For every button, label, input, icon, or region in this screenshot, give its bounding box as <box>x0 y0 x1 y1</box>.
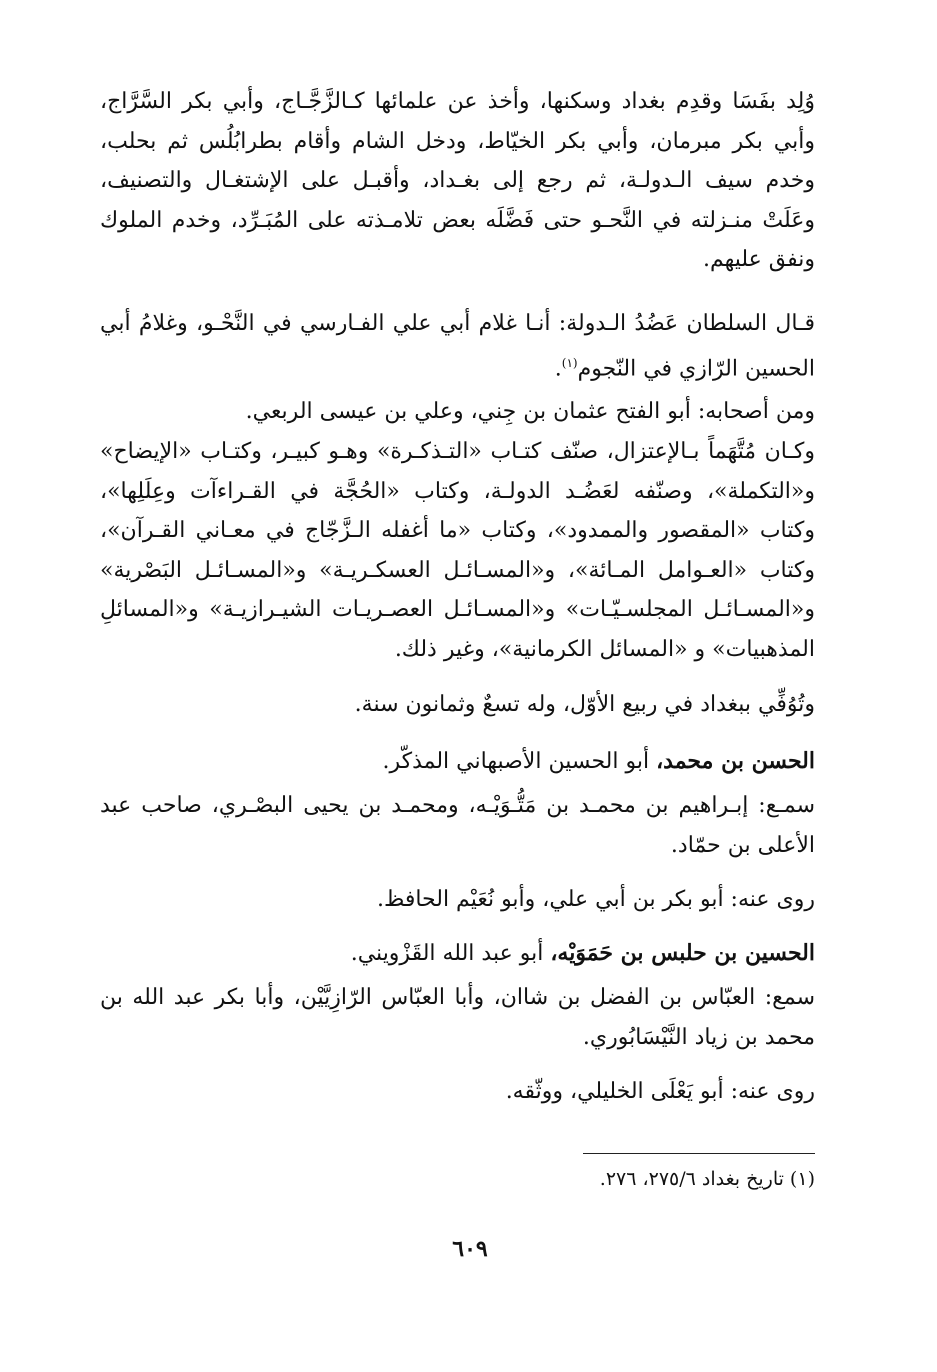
paragraph-death: وتُوُفِّي ببغداد في ربيع الأوّل، وله تسعٌ وثمانون سنة. <box>354 692 815 717</box>
page-number: ٦٠٩ <box>452 1236 488 1262</box>
entry-name: الحسين بن حلبس بن حَمَوَيْه، <box>550 940 815 966</box>
entry-heading-husayn <box>100 934 815 974</box>
entry-heading-hasan <box>100 742 815 782</box>
paragraph-companions: ومن أصحابه: أبو الفتح عثمان بن جِني، وعلي بن عيسى الربعي. <box>245 399 815 424</box>
paragraph-husayn-heard: سمع: العبّاس بن الفضل بن شاان، وأبا العبّاس الرّازِيَّيْن، وأبا بكر عبد الله بن محمد بن زياد النَّيْسَابُوري. <box>100 985 815 1050</box>
paragraph-hasan-heard: سمـع: إبـراهيم بن محمـد بن مَتُّـوَيْـه، ومحمـد بن يحيى البصْـري، صاحب عبد الأعلى بن حمّاد. <box>100 793 815 858</box>
quote-end: . <box>554 355 562 381</box>
paragraph-hasan-narrated: روى عنه: أبو بكر بن أبي علي، وأبو نُعَيْم الحافظ. <box>376 887 815 912</box>
paragraph-adud-quote <box>100 304 815 388</box>
entry-description: أبو الحسين الأصبهاني المذكّر. <box>382 749 657 774</box>
footnote-reference: (١) <box>561 355 578 370</box>
entry-name: الحسن بن محمد، <box>656 748 815 774</box>
paragraph-biography: وُلِد بفَسَا وقدِم بغداد وسكنها، وأخذ عن علمائها كـالزَّجَّـاج، وأبي بكر السَّرَّاج، وأبي بكر مبرمان، وأبي بكر الخيّاط، ودخل الشام وأقام بطرابُلُس ثم بحلب، وخدم سيف الـدولـة، ثم رجع إلى بغـداد، وأقبـل على الإشتغـال والتصنيف، وعَلَتْ منـزلته في النَّحـو حتى فَضَّلَه بعض تلامـذته على المُبَـرِّد، وخدم الملوك ونفق عليهم. <box>100 89 816 272</box>
footnote-divider <box>583 1153 815 1154</box>
footnote: (١) تاريخ بغداد ٢٧٥/٦، ٢٧٦. <box>599 1168 815 1190</box>
paragraph-works: وكـان مُتَّهَماً بـالإعتزال، صنّف كتـاب «التـذكـرة» وهـو كبيـر، وكتـاب «الإيضاح» و«التكملة»، وصنّفه لعَضُـد الدولـة، وكتاب «الحُجَّة في القـراءآت وعِلَلِها»، وكتاب «المقصور والممدود»، وكتاب «ما أغفله الـزَّجّاج في معـاني القـرآن»، وكتاب «العـوامل المـائة»، و«المسـائـل العسكـريـة» و«المسـائـل البَصْرية» و«المسـائـل المجلسـيّـات» و«المسـائـل العصـريـات الشيـرازيـة» و«المسائلِ المذهبيات» و «المسائل الكرمانية»، وغير ذلك. <box>100 439 815 662</box>
quote-text: قـال السلطان عَضُدُ الـدولة: أنـا غلام أبي علي الفـارسي في النَّحْـو، وغلامُ أبي الحسين الرّازي في النّجوم <box>100 311 815 381</box>
entry-description: أبو عبد الله القَزْويني. <box>350 941 551 966</box>
paragraph-husayn-narrated: روى عنه: أبو يَعْلَى الخليلي، ووثّقه. <box>505 1079 815 1104</box>
